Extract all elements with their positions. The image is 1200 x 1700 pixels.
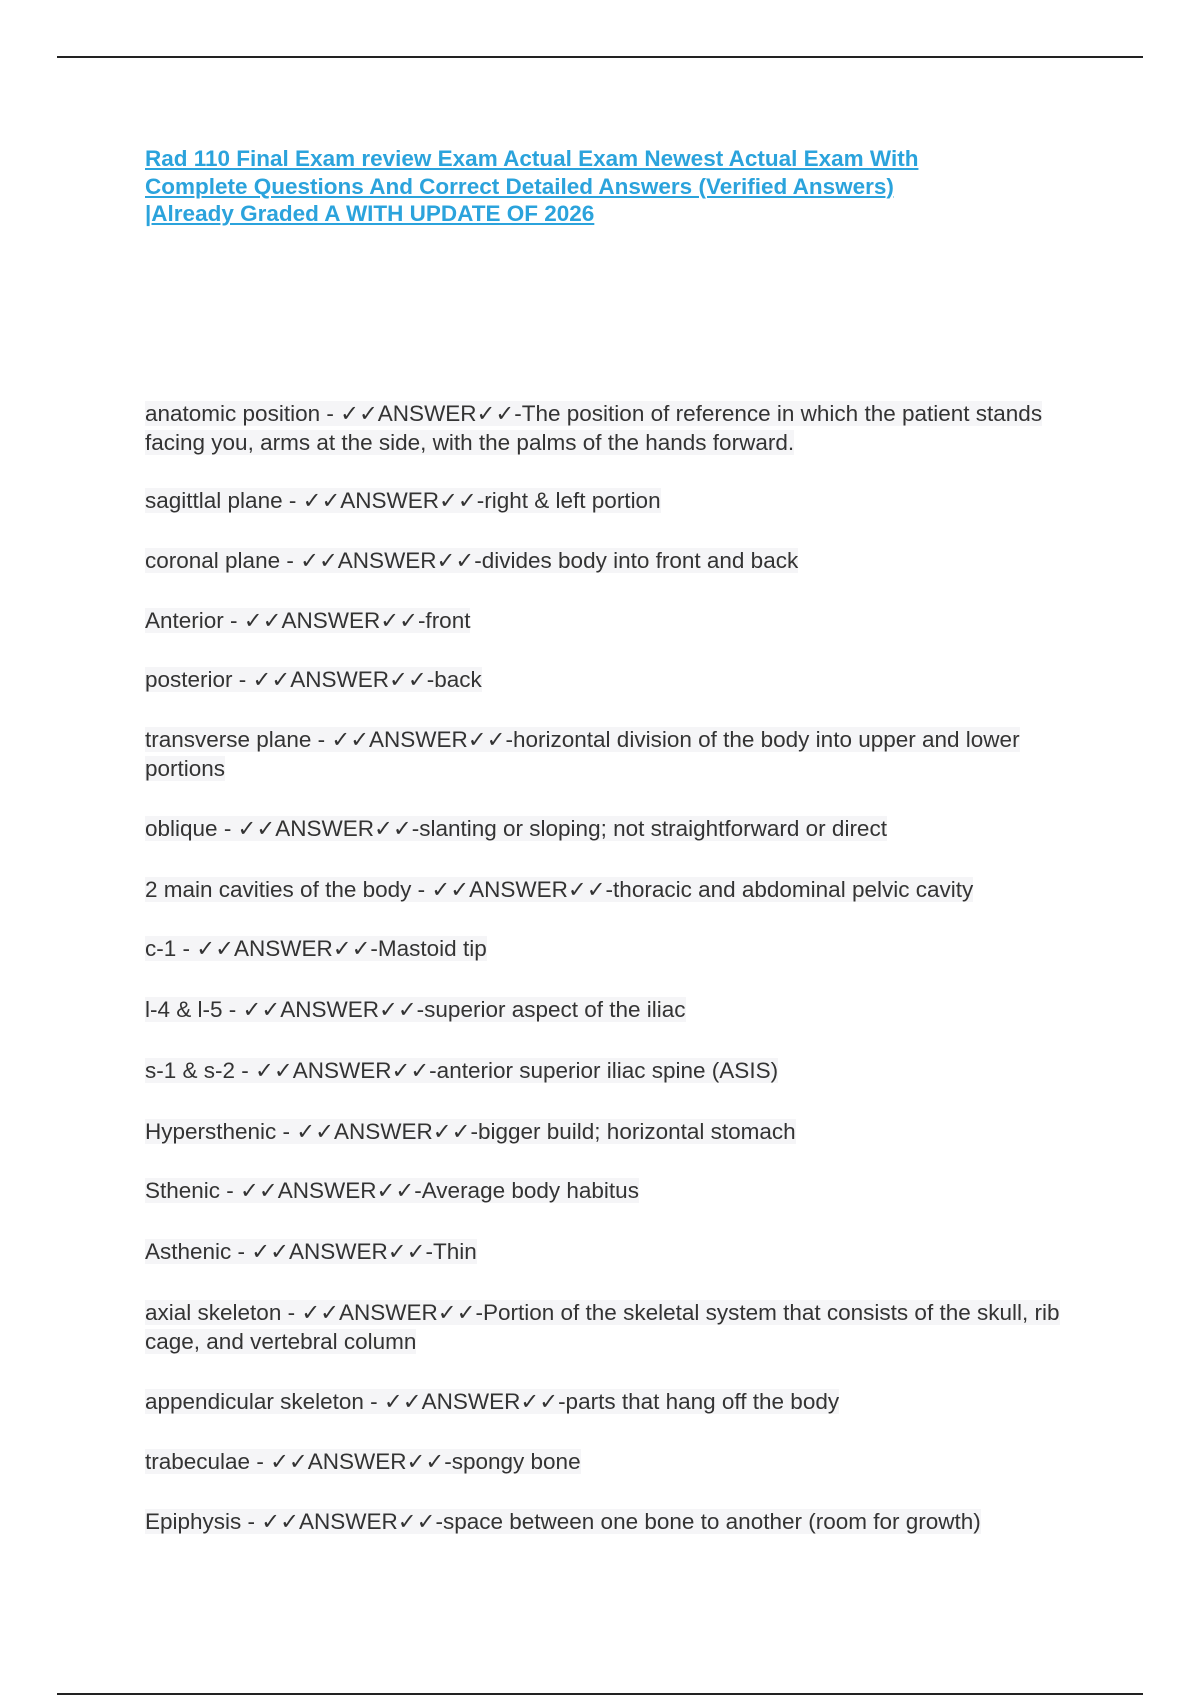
qa-item-text: transverse plane - ✓✓ANSWER✓✓-horizontal division of the body into upper and lower portions xyxy=(145,727,1020,781)
qa-item-text: anatomic position - ✓✓ANSWER✓✓-The position of reference in which the patient stands facing you, arms at the side, with the palms of the hands forward. xyxy=(145,401,1043,455)
qa-item-text: Asthenic - ✓✓ANSWER✓✓-Thin xyxy=(145,1239,477,1264)
qa-item-text: c-1 - ✓✓ANSWER✓✓-Mastoid tip xyxy=(145,936,487,961)
bottom-divider xyxy=(57,1693,1143,1695)
qa-item-text: l-4 & l-5 - ✓✓ANSWER✓✓-superior aspect of the iliac xyxy=(145,997,686,1022)
qa-item-text: Anterior - ✓✓ANSWER✓✓-front xyxy=(145,608,471,633)
qa-item-text: Sthenic - ✓✓ANSWER✓✓-Average body habitus xyxy=(145,1178,639,1203)
qa-item xyxy=(145,606,1065,635)
qa-item-text: sagittlal plane - ✓✓ANSWER✓✓-right & left portion xyxy=(145,488,661,513)
qa-item xyxy=(145,934,1065,963)
qa-item xyxy=(145,725,1065,783)
qa-item-text: appendicular skeleton - ✓✓ANSWER✓✓-parts that hang off the body xyxy=(145,1389,840,1414)
qa-item xyxy=(145,399,1065,457)
qa-item xyxy=(145,1237,1065,1266)
qa-item xyxy=(145,1117,1065,1146)
qa-item-text: Hypersthenic - ✓✓ANSWER✓✓-bigger build; horizontal stomach xyxy=(145,1119,796,1144)
qa-item xyxy=(145,546,1065,575)
qa-item-text: coronal plane - ✓✓ANSWER✓✓-divides body into front and back xyxy=(145,548,799,573)
qa-item xyxy=(145,1387,1065,1416)
qa-item xyxy=(145,486,1065,515)
qa-item xyxy=(145,1298,1065,1356)
qa-item xyxy=(145,1447,1065,1476)
top-divider xyxy=(57,56,1143,58)
qa-item xyxy=(145,995,1065,1024)
qa-item-text: axial skeleton - ✓✓ANSWER✓✓-Portion of the skeletal system that consists of the skull, rib cage, and vertebral column xyxy=(145,1300,1060,1354)
qa-item xyxy=(145,1176,1065,1205)
qa-item xyxy=(145,1507,1065,1536)
qa-list xyxy=(145,399,1065,1536)
qa-item xyxy=(145,1056,1065,1085)
qa-item-text: Epiphysis - ✓✓ANSWER✓✓-space between one bone to another (room for growth) xyxy=(145,1509,981,1534)
qa-item xyxy=(145,665,1065,694)
qa-item-text: oblique - ✓✓ANSWER✓✓-slanting or sloping; not straightforward or direct xyxy=(145,816,887,841)
qa-item-text: posterior - ✓✓ANSWER✓✓-back xyxy=(145,667,482,692)
qa-item-text: 2 main cavities of the body - ✓✓ANSWER✓✓-thoracic and abdominal pelvic cavity xyxy=(145,877,974,902)
qa-item-text: s-1 & s-2 - ✓✓ANSWER✓✓-anterior superior iliac spine (ASIS) xyxy=(145,1058,779,1083)
document-title-link[interactable]: Rad 110 Final Exam review Exam Actual Exam Newest Actual Exam With Complete Questions And Correct Detailed Answers (Verified Answers) |Already Graded A WITH UPDATE OF 2026 xyxy=(145,146,919,226)
qa-item xyxy=(145,875,1065,904)
qa-item xyxy=(145,814,1065,843)
qa-item-text: trabeculae - ✓✓ANSWER✓✓-spongy bone xyxy=(145,1449,581,1474)
